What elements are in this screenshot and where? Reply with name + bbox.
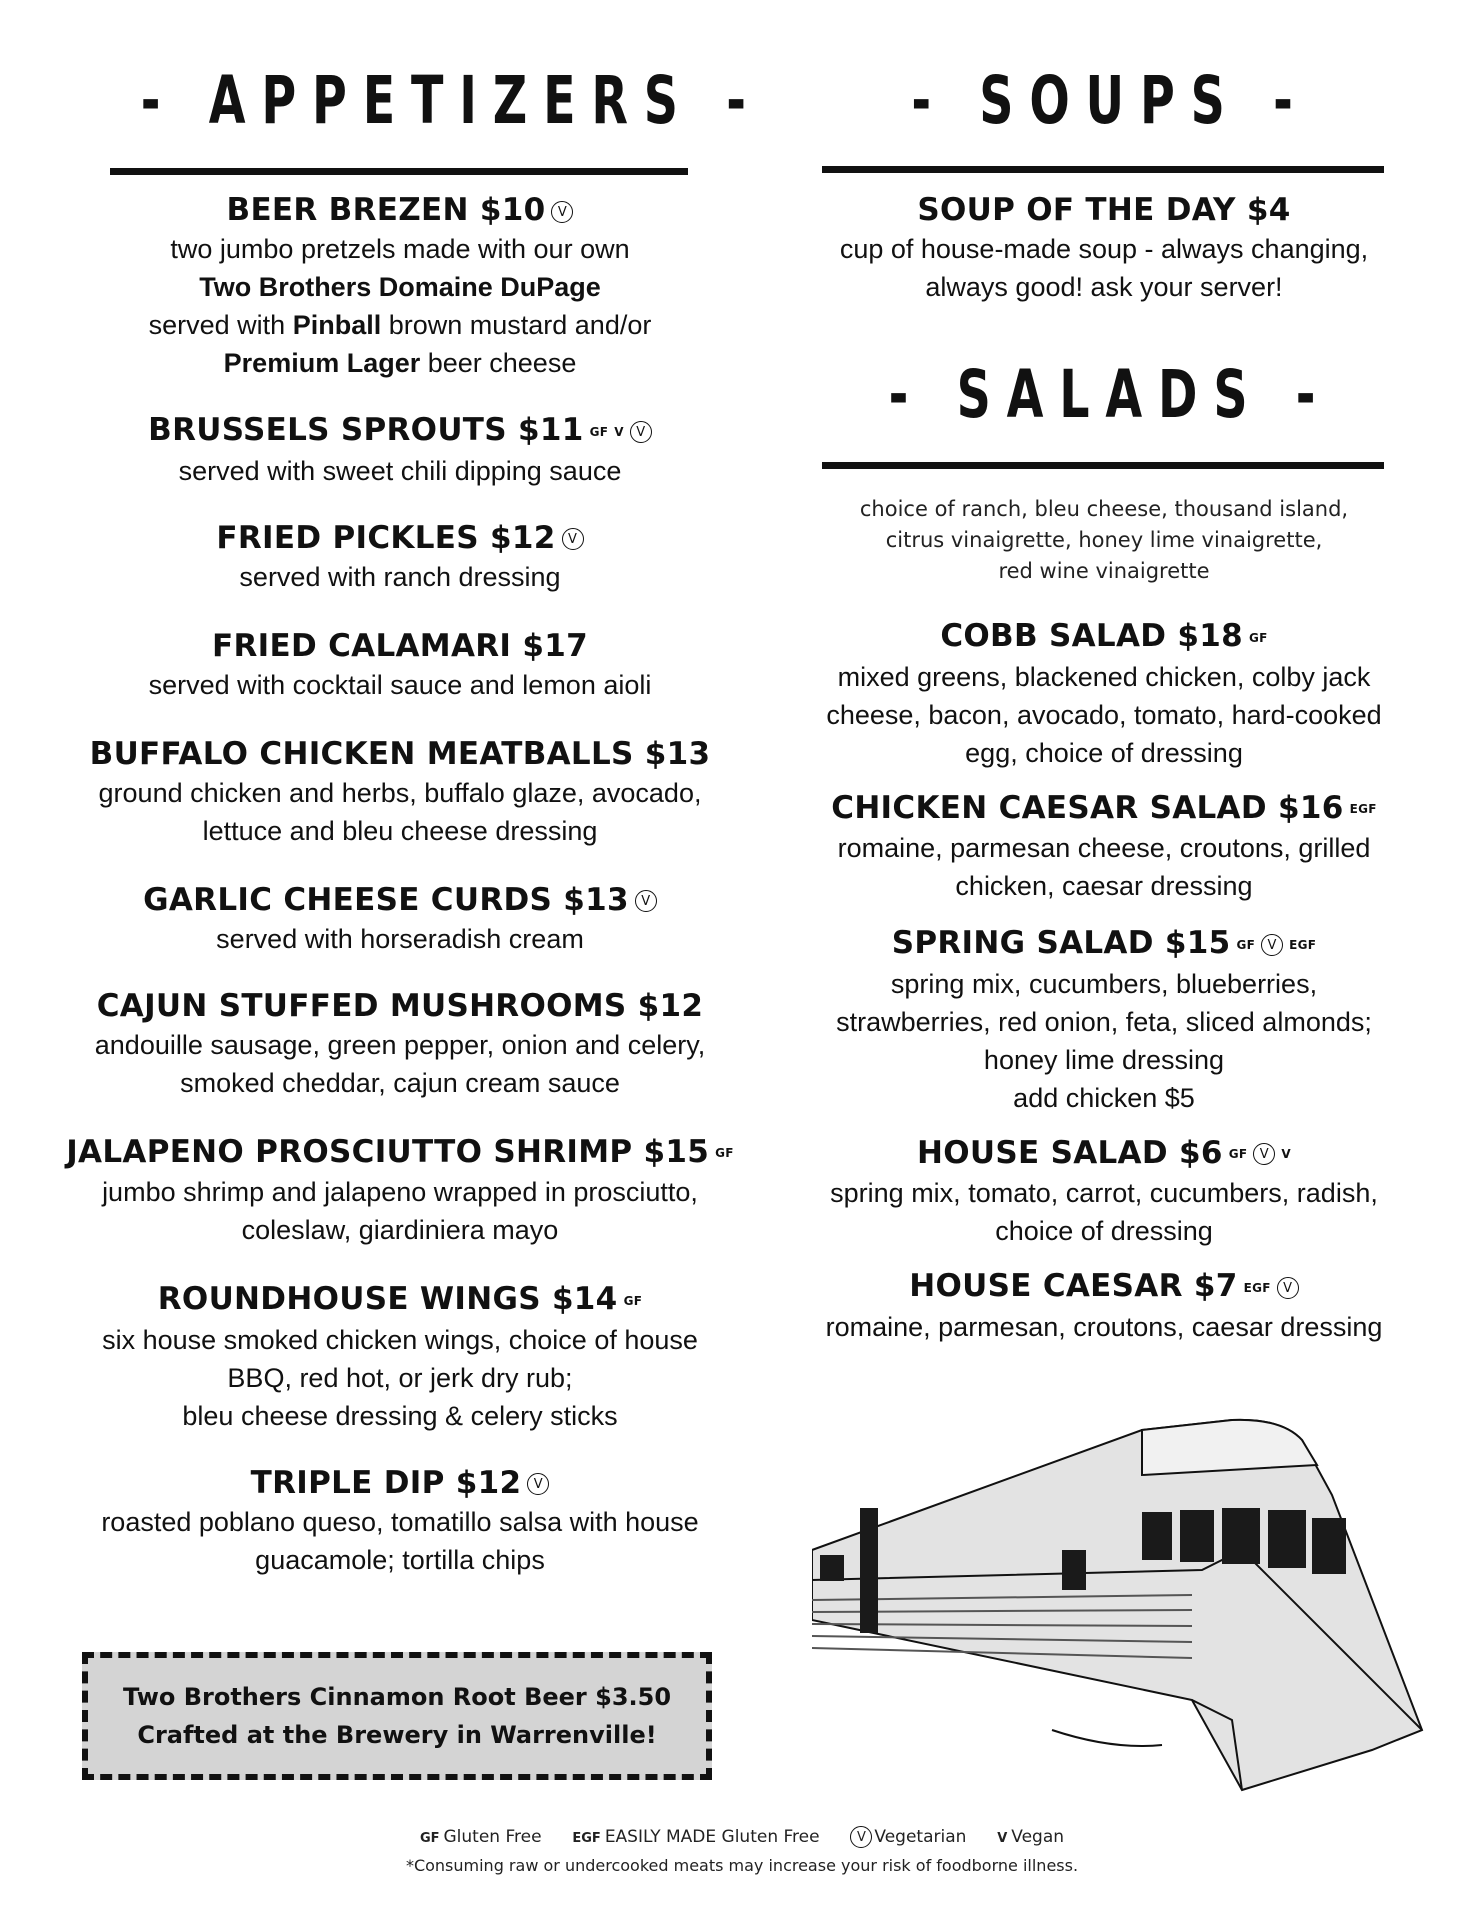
vegetarian-icon: V bbox=[527, 1473, 549, 1495]
diet-tag: GF bbox=[1228, 1147, 1248, 1161]
dressing-line: choice of ranch, bleu cheese, thousand island, bbox=[859, 497, 1349, 521]
description-line: andouille sausage, green pepper, onion and celery, bbox=[94, 1029, 706, 1060]
menu-item bbox=[812, 1133, 1396, 1251]
menu-item-name-price: CHICKEN CAESAR SALAD $16 bbox=[831, 789, 1344, 826]
menu-item-name-price: BRUSSELS SPROUTS $11 bbox=[148, 412, 584, 448]
menu-item bbox=[812, 788, 1396, 906]
description-line: cup of house-made soup - always changing, bbox=[839, 234, 1369, 264]
description-line: two jumbo pretzels made with our own bbox=[170, 234, 630, 264]
diet-tag: GF bbox=[715, 1146, 734, 1160]
menu-item bbox=[60, 626, 740, 704]
dressing-line: citrus vinaigrette, honey lime vinaigrette, bbox=[885, 528, 1323, 552]
menu-item bbox=[812, 1266, 1396, 1346]
menu-item-description bbox=[60, 1503, 740, 1579]
description-line: choice of dressing bbox=[995, 1216, 1213, 1246]
streamliner-train-illustration bbox=[812, 1400, 1452, 1800]
menu-item bbox=[60, 880, 740, 958]
menu-item bbox=[60, 1132, 740, 1250]
soups-list bbox=[812, 190, 1396, 306]
diet-tag: GF bbox=[1236, 937, 1256, 952]
vegetarian-icon: V bbox=[551, 201, 573, 223]
menu-item bbox=[60, 1463, 740, 1579]
soups-heading: - SOUPS - bbox=[911, 62, 1309, 139]
diet-tag: GF bbox=[623, 1293, 643, 1308]
description-line: lettuce and bleu cheese dressing bbox=[202, 815, 598, 846]
vegetarian-icon: V bbox=[1261, 934, 1283, 956]
description-line: egg, choice of dressing bbox=[965, 737, 1243, 768]
menu-item-title bbox=[812, 923, 1396, 965]
menu-item-description bbox=[60, 920, 740, 958]
description-line: strawberries, red onion, feta, sliced almonds; bbox=[836, 1006, 1372, 1037]
menu-item-name-price: FRIED CALAMARI $17 bbox=[212, 627, 588, 664]
description-line: spring mix, cucumbers, blueberries, bbox=[890, 968, 1318, 999]
vegetarian-icon: V bbox=[630, 421, 652, 443]
vegetarian-label: Vegetarian bbox=[874, 1827, 967, 1847]
vegan-label: Vegan bbox=[1011, 1827, 1065, 1847]
menu-item-title bbox=[60, 880, 740, 920]
menu-item-description bbox=[60, 230, 740, 382]
description-line: chicken, caesar dressing bbox=[955, 871, 1253, 901]
menu-item-description bbox=[60, 666, 740, 704]
vegetarian-icon: V bbox=[1253, 1143, 1275, 1165]
menu-item-name-price: ROUNDHOUSE WINGS $14 bbox=[157, 1281, 618, 1317]
diet-tag: EGF bbox=[1289, 937, 1317, 952]
description-line: honey lime dressing bbox=[983, 1044, 1225, 1075]
menu-item-name-price: SPRING SALAD $15 bbox=[891, 925, 1231, 961]
menu-item bbox=[60, 190, 740, 382]
menu-item-title bbox=[812, 190, 1396, 230]
vegetarian-icon: V bbox=[562, 528, 584, 550]
menu-item-title bbox=[60, 190, 740, 230]
menu-item-name-price: FRIED PICKLES $12 bbox=[216, 519, 556, 556]
salad-dressing-options bbox=[812, 494, 1396, 587]
description-line: BBQ, red hot, or jerk dry rub; bbox=[227, 1362, 573, 1393]
menu-item-description bbox=[60, 452, 740, 490]
menu-item-title bbox=[60, 986, 740, 1026]
menu-item bbox=[60, 1279, 740, 1435]
description-line: Two Brothers Domaine DuPage bbox=[199, 272, 601, 302]
diet-tag: EGF bbox=[1243, 1280, 1271, 1295]
description-line: served with cocktail sauce and lemon aioli bbox=[148, 669, 652, 700]
description-line: mixed greens, blackened chicken, colby jack bbox=[837, 661, 1371, 692]
menu-item-title bbox=[60, 1463, 740, 1503]
menu-item-title bbox=[812, 1133, 1396, 1175]
diet-tag: EGF bbox=[1349, 802, 1377, 816]
menu-item bbox=[812, 923, 1396, 1117]
description-line: served with ranch dressing bbox=[239, 561, 561, 592]
description-line: guacamole; tortilla chips bbox=[255, 1544, 545, 1575]
menu-item-description bbox=[812, 658, 1396, 772]
dressing-line: red wine vinaigrette bbox=[998, 559, 1210, 583]
description-line: served with Pinball brown mustard and/or bbox=[148, 310, 652, 340]
menu-item-title bbox=[60, 1279, 740, 1321]
egf-key: EGF bbox=[572, 1831, 601, 1846]
menu-item-title bbox=[60, 1132, 740, 1174]
menu-item bbox=[60, 518, 740, 596]
description-line: smoked cheddar, cajun cream sauce bbox=[180, 1067, 620, 1098]
diet-tag: GF bbox=[1249, 630, 1268, 645]
promo-line-1: Two Brothers Cinnamon Root Beer $3.50 bbox=[122, 1683, 672, 1711]
menu-item bbox=[812, 190, 1396, 306]
menu-item-description bbox=[812, 230, 1396, 306]
description-line: add chicken $5 bbox=[1013, 1082, 1195, 1113]
menu-item-description bbox=[60, 558, 740, 596]
description-line: Premium Lager beer cheese bbox=[223, 348, 577, 378]
description-line: served with horseradish cream bbox=[216, 923, 584, 954]
vegetarian-icon: V bbox=[1277, 1277, 1299, 1299]
foodborne-illness-disclaimer: *Consuming raw or undercooked meats may increase your risk of foodborne illness. bbox=[405, 1856, 1079, 1875]
menu-item-description bbox=[812, 1308, 1396, 1346]
vegetarian-icon: V bbox=[635, 890, 657, 912]
description-line: jumbo shrimp and jalapeno wrapped in prosciutto, bbox=[102, 1177, 698, 1207]
menu-item-title bbox=[60, 410, 740, 452]
salads-rule bbox=[822, 462, 1384, 469]
menu-item-name-price: GARLIC CHEESE CURDS $13 bbox=[143, 881, 629, 918]
menu-item-title bbox=[812, 788, 1396, 830]
menu-item-description bbox=[60, 1173, 740, 1249]
description-line: romaine, parmesan cheese, croutons, grilled bbox=[837, 833, 1371, 863]
description-line: coleslaw, giardiniera mayo bbox=[241, 1215, 559, 1245]
menu-item-name-price: JALAPENO PROSCIUTTO SHRIMP $15 bbox=[66, 1133, 710, 1170]
vegetarian-icon: V bbox=[850, 1826, 872, 1848]
diet-tag: V bbox=[614, 424, 624, 439]
menu-item-name-price: HOUSE CAESAR $7 bbox=[909, 1268, 1238, 1304]
description-line: ground chicken and herbs, buffalo glaze, avocado, bbox=[98, 777, 702, 808]
description-line: cheese, bacon, avocado, tomato, hard-cooked bbox=[826, 699, 1382, 730]
description-line: served with sweet chili dipping sauce bbox=[178, 455, 622, 486]
menu-item-name-price: SOUP OF THE DAY $4 bbox=[917, 192, 1291, 228]
menu-item-name-price: BUFFALO CHICKEN MEATBALLS $13 bbox=[89, 735, 711, 772]
appetizers-list bbox=[60, 190, 740, 1579]
menu-item-name-price: HOUSE SALAD $6 bbox=[917, 1134, 1223, 1171]
menu-item bbox=[812, 616, 1396, 772]
menu-item-name-price: COBB SALAD $18 bbox=[940, 618, 1243, 654]
gf-key: GF bbox=[419, 1831, 440, 1846]
menu-item bbox=[60, 734, 740, 850]
menu-item-description bbox=[812, 829, 1396, 905]
egf-label: EASILY MADE Gluten Free bbox=[604, 1827, 820, 1847]
description-line: always good! ask your server! bbox=[925, 272, 1283, 302]
menu-item-description bbox=[60, 1321, 740, 1435]
menu-item-description bbox=[812, 965, 1396, 1117]
menu-item-name-price: CAJUN STUFFED MUSHROOMS $12 bbox=[96, 987, 704, 1024]
diet-tag: GF bbox=[589, 424, 609, 439]
menu-item-title bbox=[60, 734, 740, 774]
salads-list bbox=[812, 616, 1396, 1346]
vegan-key: V bbox=[997, 1831, 1008, 1846]
menu-item-title bbox=[812, 616, 1396, 658]
menu-item-description bbox=[812, 1174, 1396, 1250]
menu-item-description bbox=[60, 1026, 740, 1102]
root-beer-promo-box bbox=[82, 1652, 712, 1780]
menu-item-title bbox=[60, 518, 740, 558]
appetizers-rule bbox=[110, 168, 688, 175]
description-line: spring mix, tomato, carrot, cucumbers, radish, bbox=[830, 1178, 1378, 1208]
appetizers-heading: - APPETIZERS - bbox=[140, 62, 762, 139]
description-line: roasted poblano queso, tomatillo salsa with house bbox=[101, 1506, 699, 1537]
salads-heading: - SALADS - bbox=[888, 356, 1332, 433]
menu-item-name-price: BEER BREZEN $10 bbox=[226, 192, 546, 228]
soups-rule bbox=[822, 166, 1384, 173]
menu-item-description bbox=[60, 774, 740, 850]
description-line: six house smoked chicken wings, choice of house bbox=[102, 1324, 698, 1355]
menu-item-title bbox=[812, 1266, 1396, 1308]
diet-tag: V bbox=[1281, 1147, 1291, 1161]
menu-item bbox=[60, 986, 740, 1102]
gf-label: Gluten Free bbox=[443, 1827, 542, 1847]
promo-line-2: Crafted at the Brewery in Warrenville! bbox=[137, 1721, 657, 1749]
menu-item bbox=[60, 410, 740, 490]
dietary-legend bbox=[0, 1826, 1484, 1848]
description-line: bleu cheese dressing & celery sticks bbox=[182, 1400, 618, 1431]
description-line: romaine, parmesan, croutons, caesar dressing bbox=[825, 1311, 1383, 1342]
menu-item-name-price: TRIPLE DIP $12 bbox=[250, 1464, 522, 1501]
menu-item-title bbox=[60, 626, 740, 666]
